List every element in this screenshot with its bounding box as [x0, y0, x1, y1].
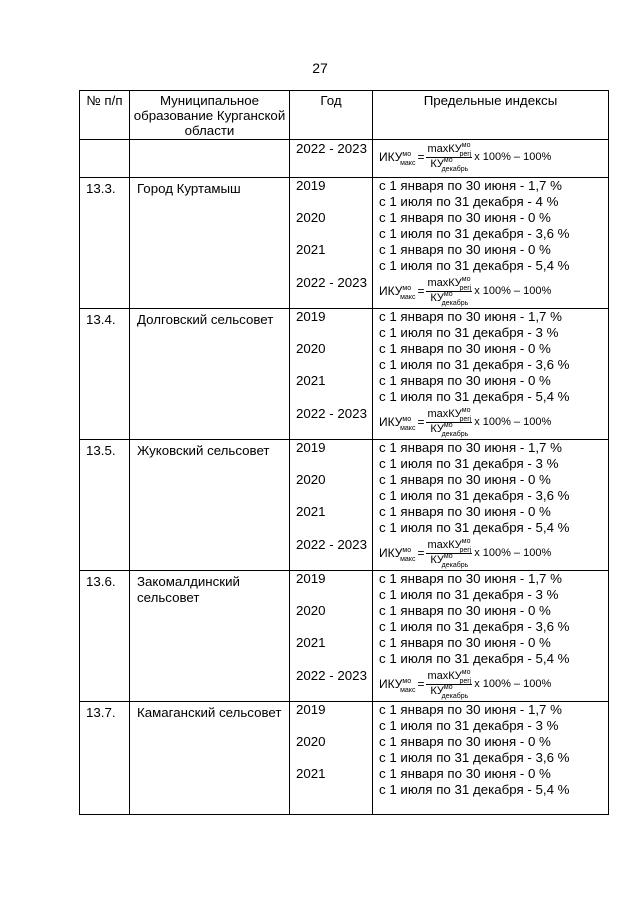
- formula-rest: x 100% – 100%: [474, 416, 552, 428]
- formula-rest: x 100% – 100%: [474, 151, 552, 163]
- municipality-name: Долговский сельсовет: [130, 309, 290, 440]
- year-label: 2019: [296, 178, 326, 193]
- header-year: Год: [290, 91, 373, 140]
- formula-fraction: [426, 408, 472, 437]
- formula-denominator-sub: декабрь: [441, 165, 469, 173]
- year-spacer: [290, 718, 372, 734]
- header-municipality: Муниципальное образование Курганской области: [130, 91, 290, 140]
- index-line: с 1 января по 30 июня - 0 %: [379, 766, 551, 781]
- year-spacer: [290, 488, 372, 504]
- cell-indexes: [373, 702, 609, 815]
- cell-name: [130, 140, 290, 178]
- formula-numerator-sub: perj: [459, 150, 472, 158]
- formula-rest: x 100% – 100%: [474, 678, 552, 690]
- header-indexes: Предельные индексы: [373, 91, 609, 140]
- index-line: с 1 июля по 31 декабря - 5,4 %: [379, 782, 570, 797]
- year-label: 2022 - 2023: [296, 275, 367, 290]
- index-line: с 1 июля по 31 декабря - 3,6 %: [379, 619, 570, 634]
- formula-denominator: КУ: [430, 291, 444, 304]
- formula-iku-sup: мо: [402, 416, 412, 423]
- year-label: 2021: [296, 766, 326, 781]
- row-number: 13.4.: [80, 309, 130, 440]
- cell-years: [290, 140, 373, 178]
- formula-iku-sup: мо: [402, 285, 412, 292]
- formula-fraction: [426, 277, 472, 306]
- table-row: [80, 440, 609, 571]
- year-label: 2019: [296, 309, 326, 324]
- index-line: с 1 июля по 31 декабря - 5,4 %: [379, 258, 570, 273]
- formula-denominator-sub: декабрь: [441, 561, 469, 569]
- year-label: 2021: [296, 242, 326, 257]
- row-number: 13.3.: [80, 178, 130, 309]
- index-formula: [373, 667, 608, 701]
- index-line: с 1 июля по 31 декабря - 3,6 %: [379, 357, 570, 372]
- formula-denominator: КУ: [430, 684, 444, 697]
- formula-iku-sup: мо: [402, 678, 412, 685]
- limit-indexes-table: [79, 90, 609, 815]
- index-line: с 1 июля по 31 декабря - 3,6 %: [379, 750, 570, 765]
- formula-numerator-sup: мо: [461, 406, 471, 414]
- formula-equals: =: [417, 284, 425, 298]
- index-line: с 1 января по 30 июня - 0 %: [379, 210, 551, 225]
- year-label: 2022 - 2023: [296, 406, 367, 421]
- page-number: 27: [312, 60, 328, 76]
- index-line: с 1 июля по 31 декабря - 3 %: [379, 587, 559, 602]
- formula-numerator-sub: perj: [459, 677, 472, 685]
- formula-denominator-sup: мо: [443, 552, 453, 560]
- municipality-name: Закомалдинский сельсовет: [130, 571, 290, 702]
- municipality-name: Город Куртамыш: [130, 178, 290, 309]
- formula-numerator-sup: мо: [461, 141, 471, 149]
- year-label: 2019: [296, 571, 326, 586]
- year-label: 2019: [296, 702, 326, 717]
- year-label: 2022 - 2023: [296, 141, 367, 156]
- index-formula: [373, 405, 608, 439]
- year-spacer: [290, 456, 372, 472]
- index-line: с 1 января по 30 июня - 0 %: [379, 734, 551, 749]
- index-line: с 1 января по 30 июня - 0 %: [379, 472, 551, 487]
- formula-equals: =: [417, 546, 425, 560]
- year-label: 2022 - 2023: [296, 537, 367, 552]
- formula-rest: x 100% – 100%: [474, 285, 552, 297]
- header-num: № п/п: [80, 91, 130, 140]
- index-formula: [373, 274, 608, 308]
- index-line: с 1 июля по 31 декабря - 3 %: [379, 456, 559, 471]
- table-row: [80, 309, 609, 440]
- formula-iku: ИКУ: [379, 150, 403, 164]
- index-line: с 1 января по 30 июня - 0 %: [379, 242, 551, 257]
- formula-iku-sub: макс: [400, 425, 416, 432]
- year-spacer: [290, 389, 372, 405]
- formula-iku: ИКУ: [379, 677, 403, 691]
- formula-equals: =: [417, 677, 425, 691]
- formula-denominator: КУ: [430, 422, 444, 435]
- formula-denominator-sup: мо: [443, 156, 453, 164]
- row-number: 13.7.: [80, 702, 130, 815]
- formula-denominator-sup: мо: [443, 290, 453, 298]
- formula-numerator-sup: мо: [461, 668, 471, 676]
- index-line: с 1 января по 30 июня - 1,7 %: [379, 178, 562, 193]
- row-number: 13.5.: [80, 440, 130, 571]
- index-spacer: [373, 798, 608, 814]
- year-label: 2019: [296, 440, 326, 455]
- formula-denominator: КУ: [430, 553, 444, 566]
- index-line: с 1 января по 30 июня - 0 %: [379, 373, 551, 388]
- formula-equals: =: [417, 415, 425, 429]
- cell-indexes: [373, 178, 609, 309]
- index-line: с 1 января по 30 июня - 1,7 %: [379, 702, 562, 717]
- index-line: с 1 июля по 31 декабря - 5,4 %: [379, 520, 570, 535]
- formula-denominator: КУ: [430, 157, 444, 170]
- index-line: с 1 января по 30 июня - 1,7 %: [379, 571, 562, 586]
- formula-rest: x 100% – 100%: [474, 547, 552, 559]
- formula-numerator: maxКУ: [427, 276, 462, 289]
- year-spacer: [290, 619, 372, 635]
- formula-denominator-sub: декабрь: [441, 692, 469, 700]
- index-line: с 1 июля по 31 декабря - 3,6 %: [379, 488, 570, 503]
- formula-iku-sup: мо: [402, 151, 412, 158]
- index-formula: [373, 140, 608, 174]
- year-spacer: [290, 651, 372, 667]
- formula-numerator-sub: perj: [459, 546, 472, 554]
- index-line: с 1 июля по 31 декабря - 3,6 %: [379, 226, 570, 241]
- municipality-name: Жуковский сельсовет: [130, 440, 290, 571]
- cell-indexes: [373, 571, 609, 702]
- index-line: с 1 января по 30 июня - 1,7 %: [379, 440, 562, 455]
- year-label: 2022 - 2023: [296, 668, 367, 683]
- formula-iku: ИКУ: [379, 284, 403, 298]
- table-row: [80, 702, 609, 815]
- formula-numerator-sub: perj: [459, 415, 472, 423]
- index-line: с 1 июля по 31 декабря - 3 %: [379, 718, 559, 733]
- cell-num: [80, 140, 130, 178]
- cell-indexes: [373, 309, 609, 440]
- year-label: 2021: [296, 373, 326, 388]
- formula-fraction: [426, 670, 472, 699]
- formula-iku-sub: макс: [400, 294, 416, 301]
- year-label: 2020: [296, 472, 326, 487]
- index-line: с 1 июля по 31 декабря - 4 %: [379, 194, 559, 209]
- index-line: с 1 июля по 31 декабря - 5,4 %: [379, 389, 570, 404]
- formula-numerator: maxКУ: [427, 142, 462, 155]
- formula-numerator-sup: мо: [461, 275, 471, 283]
- year-label: 2020: [296, 341, 326, 356]
- table-row: [80, 571, 609, 702]
- table-row: [80, 178, 609, 309]
- index-line: с 1 января по 30 июня - 0 %: [379, 635, 551, 650]
- row-number: 13.6.: [80, 571, 130, 702]
- formula-numerator-sub: perj: [459, 284, 472, 292]
- year-spacer: [290, 798, 372, 814]
- formula-equals: =: [417, 150, 425, 164]
- table-row-continuation: [80, 140, 609, 178]
- year-label: 2021: [296, 504, 326, 519]
- cell-indexes: [373, 140, 609, 178]
- year-spacer: [290, 750, 372, 766]
- index-line: с 1 июля по 31 декабря - 5,4 %: [379, 651, 570, 666]
- formula-numerator: maxКУ: [427, 407, 462, 420]
- year-spacer: [290, 587, 372, 603]
- year-spacer: [290, 194, 372, 210]
- year-spacer: [290, 520, 372, 536]
- formula-fraction: [426, 539, 472, 568]
- formula-denominator-sub: декабрь: [441, 430, 469, 438]
- cell-years: [290, 440, 373, 571]
- year-label: 2020: [296, 603, 326, 618]
- year-label: 2020: [296, 210, 326, 225]
- index-line: с 1 января по 30 июня - 1,7 %: [379, 309, 562, 324]
- year-label: 2020: [296, 734, 326, 749]
- cell-years: [290, 702, 373, 815]
- year-spacer: [290, 258, 372, 274]
- formula-numerator-sup: мо: [461, 537, 471, 545]
- index-line: с 1 января по 30 июня - 0 %: [379, 341, 551, 356]
- index-line: с 1 января по 30 июня - 0 %: [379, 504, 551, 519]
- formula-numerator: maxКУ: [427, 538, 462, 551]
- table-header-row: [80, 91, 609, 140]
- formula-denominator-sup: мо: [443, 421, 453, 429]
- year-spacer: [290, 782, 372, 798]
- formula-iku-sub: макс: [400, 687, 416, 694]
- cell-years: [290, 571, 373, 702]
- formula-denominator-sub: декабрь: [441, 299, 469, 307]
- formula-numerator: maxКУ: [427, 669, 462, 682]
- index-line: с 1 июля по 31 декабря - 3 %: [379, 325, 559, 340]
- cell-years: [290, 178, 373, 309]
- year-spacer: [290, 226, 372, 242]
- formula-iku-sub: макс: [400, 160, 416, 167]
- year-spacer: [290, 357, 372, 373]
- formula-iku: ИКУ: [379, 546, 403, 560]
- year-label: 2021: [296, 635, 326, 650]
- formula-denominator-sup: мо: [443, 683, 453, 691]
- cell-years: [290, 309, 373, 440]
- formula-iku-sub: макс: [400, 556, 416, 563]
- municipality-name: Камаганский сельсовет: [130, 702, 290, 815]
- index-line: с 1 января по 30 июня - 0 %: [379, 603, 551, 618]
- index-formula: [373, 536, 608, 570]
- year-spacer: [290, 325, 372, 341]
- cell-indexes: [373, 440, 609, 571]
- formula-iku-sup: мо: [402, 547, 412, 554]
- formula-fraction: [426, 143, 472, 172]
- formula-iku: ИКУ: [379, 415, 403, 429]
